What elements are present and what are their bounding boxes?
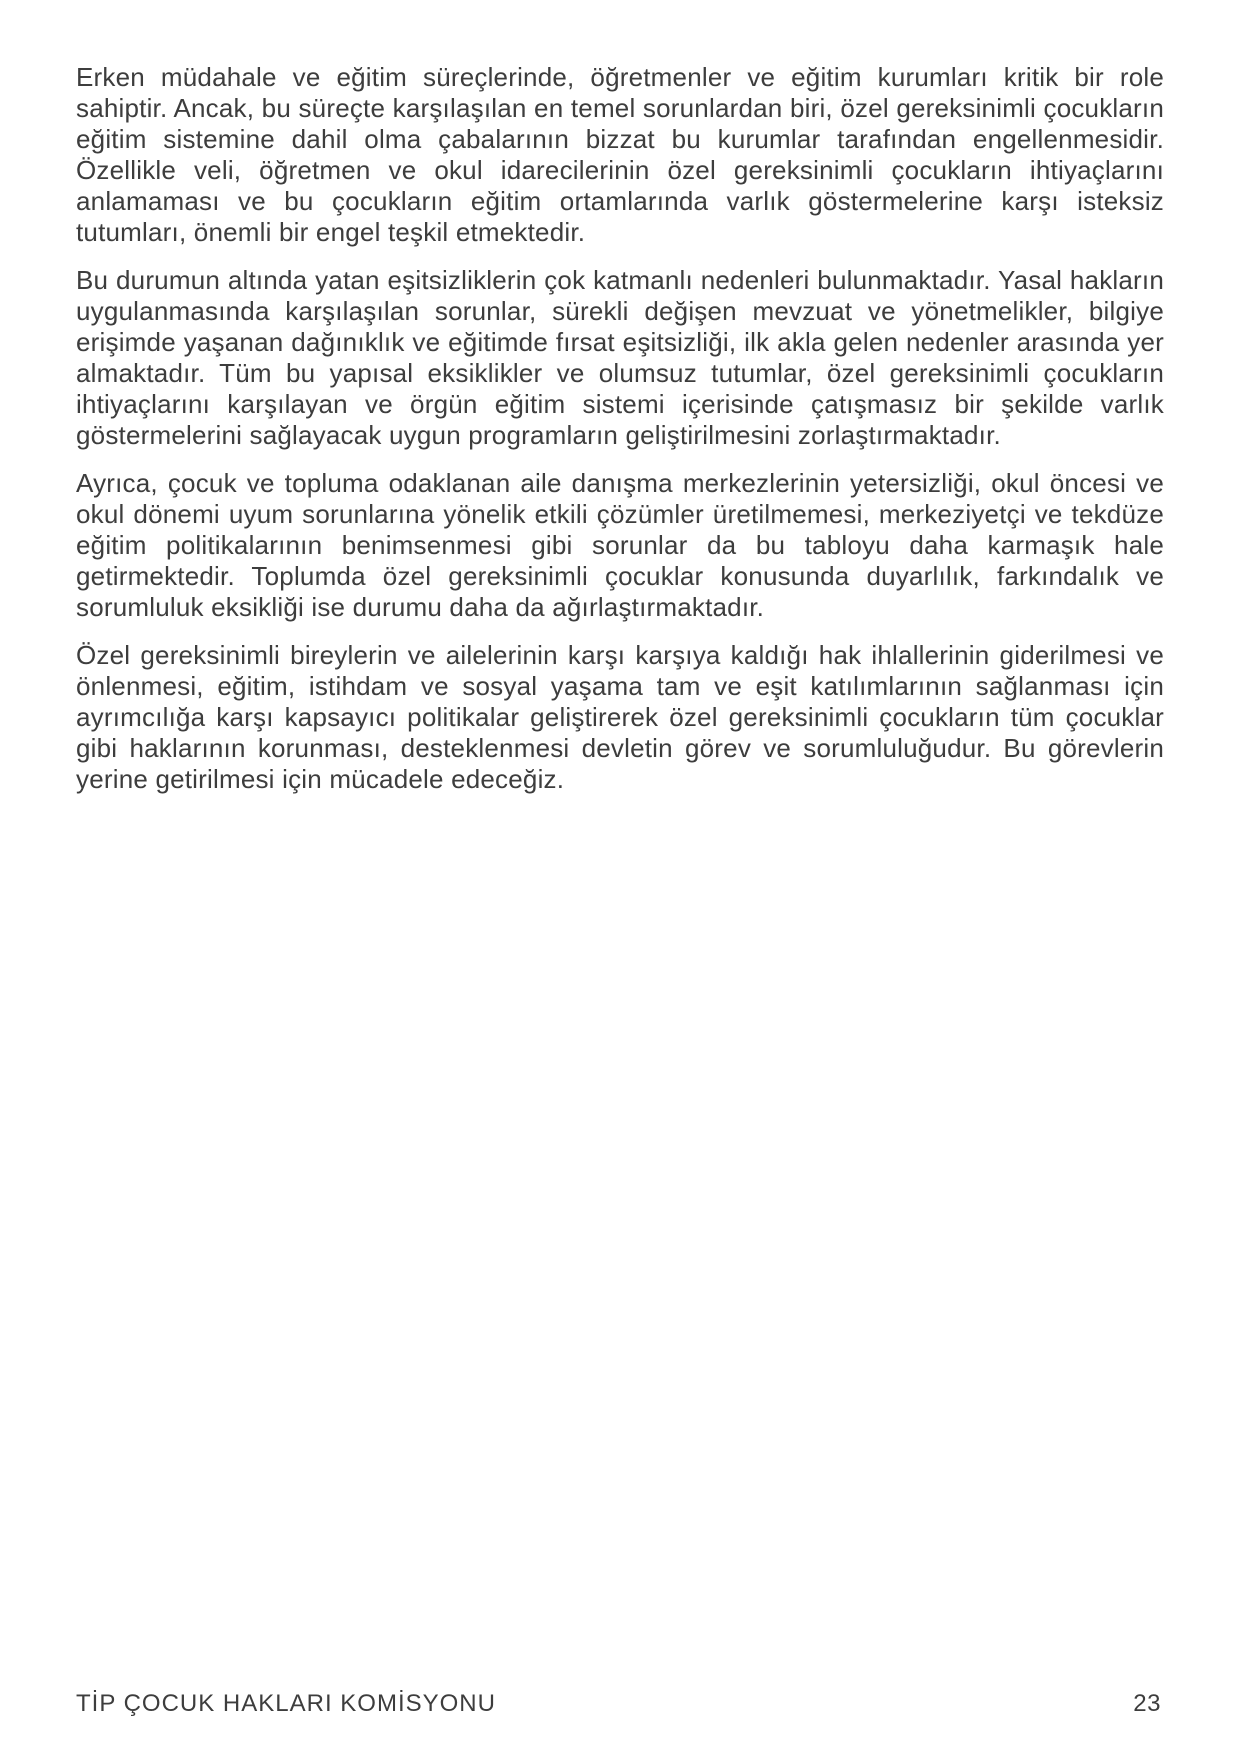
paragraph-2: Bu durumun altında yatan eşitsizliklerin çok katmanlı nedenleri bulunmaktadır. Yasal hakların uygulanmasında karşılaşılan sorunlar, sürekli değişen mevzuat ve yönetmelikler, bilgiye erişimde yaşanan dağınıklık ve eğitimde fırsat eşitsizliği, ilk akla gelen nedenler arasında yer almaktadır. Tüm bu yapısal eksiklikler ve olumsuz tutumlar, özel gereksinimli çocukların ihtiyaçlarını karşılayan ve örgün eğitim sistemi içerisinde çatışmasız bir şekilde varlık göstermelerini sağlayacak uygun programların geliştirilmesini zorlaştırmaktadır.: [76, 265, 1164, 450]
paragraph-3: Ayrıca, çocuk ve topluma odaklanan aile danışma merkezlerinin yetersizliği, okul öncesi ve okul dönemi uyum sorunlarına yönelik etkili çözümler üretilmemesi, merkeziyetçi ve tekdüze eğitim politikalarının benimsenmesi gibi sorunlar da bu tabloyu daha karmaşık hale getirmektedir. Toplumda özel gereksinimli çocuklar konusunda duyarlılık, farkındalık ve sorumluluk eksikliği ise durumu daha da ağırlaştırmaktadır.: [76, 468, 1164, 622]
page-number: 23: [1133, 1690, 1161, 1717]
document-body: [76, 62, 1164, 812]
paragraph-4: Özel gereksinimli bireylerin ve ailelerinin karşı karşıya kaldığı hak ihlallerinin giderilmesi ve önlenmesi, eğitim, istihdam ve sosyal yaşama tam ve eşit katılımlarının sağlanması için ayrımcılığa karşı kapsayıcı politikalar geliştirerek özel gereksinimli çocukların tüm çocuklar gibi haklarının korunması, desteklenmesi devletin görev ve sorumluluğudur. Bu görevlerin yerine getirilmesi için mücadele edeceğiz.: [76, 640, 1164, 794]
page-footer: [76, 1690, 1161, 1718]
footer-title: TİP ÇOCUK HAKLARI KOMİSYONU: [76, 1690, 496, 1717]
paragraph-1: Erken müdahale ve eğitim süreçlerinde, öğretmenler ve eğitim kurumları kritik bir role sahiptir. Ancak, bu süreçte karşılaşılan en temel sorunlardan biri, özel gereksinimli çocukların eğitim sistemine dahil olma çabalarının bizzat bu kurumlar tarafından engellenmesidir. Özellikle veli, öğretmen ve okul idarecilerinin özel gereksinimli çocukların ihtiyaçlarını anlamaması ve bu çocukların eğitim ortamlarında varlık göstermelerine karşı isteksiz tutumları, önemli bir engel teşkil etmektedir.: [76, 62, 1164, 247]
